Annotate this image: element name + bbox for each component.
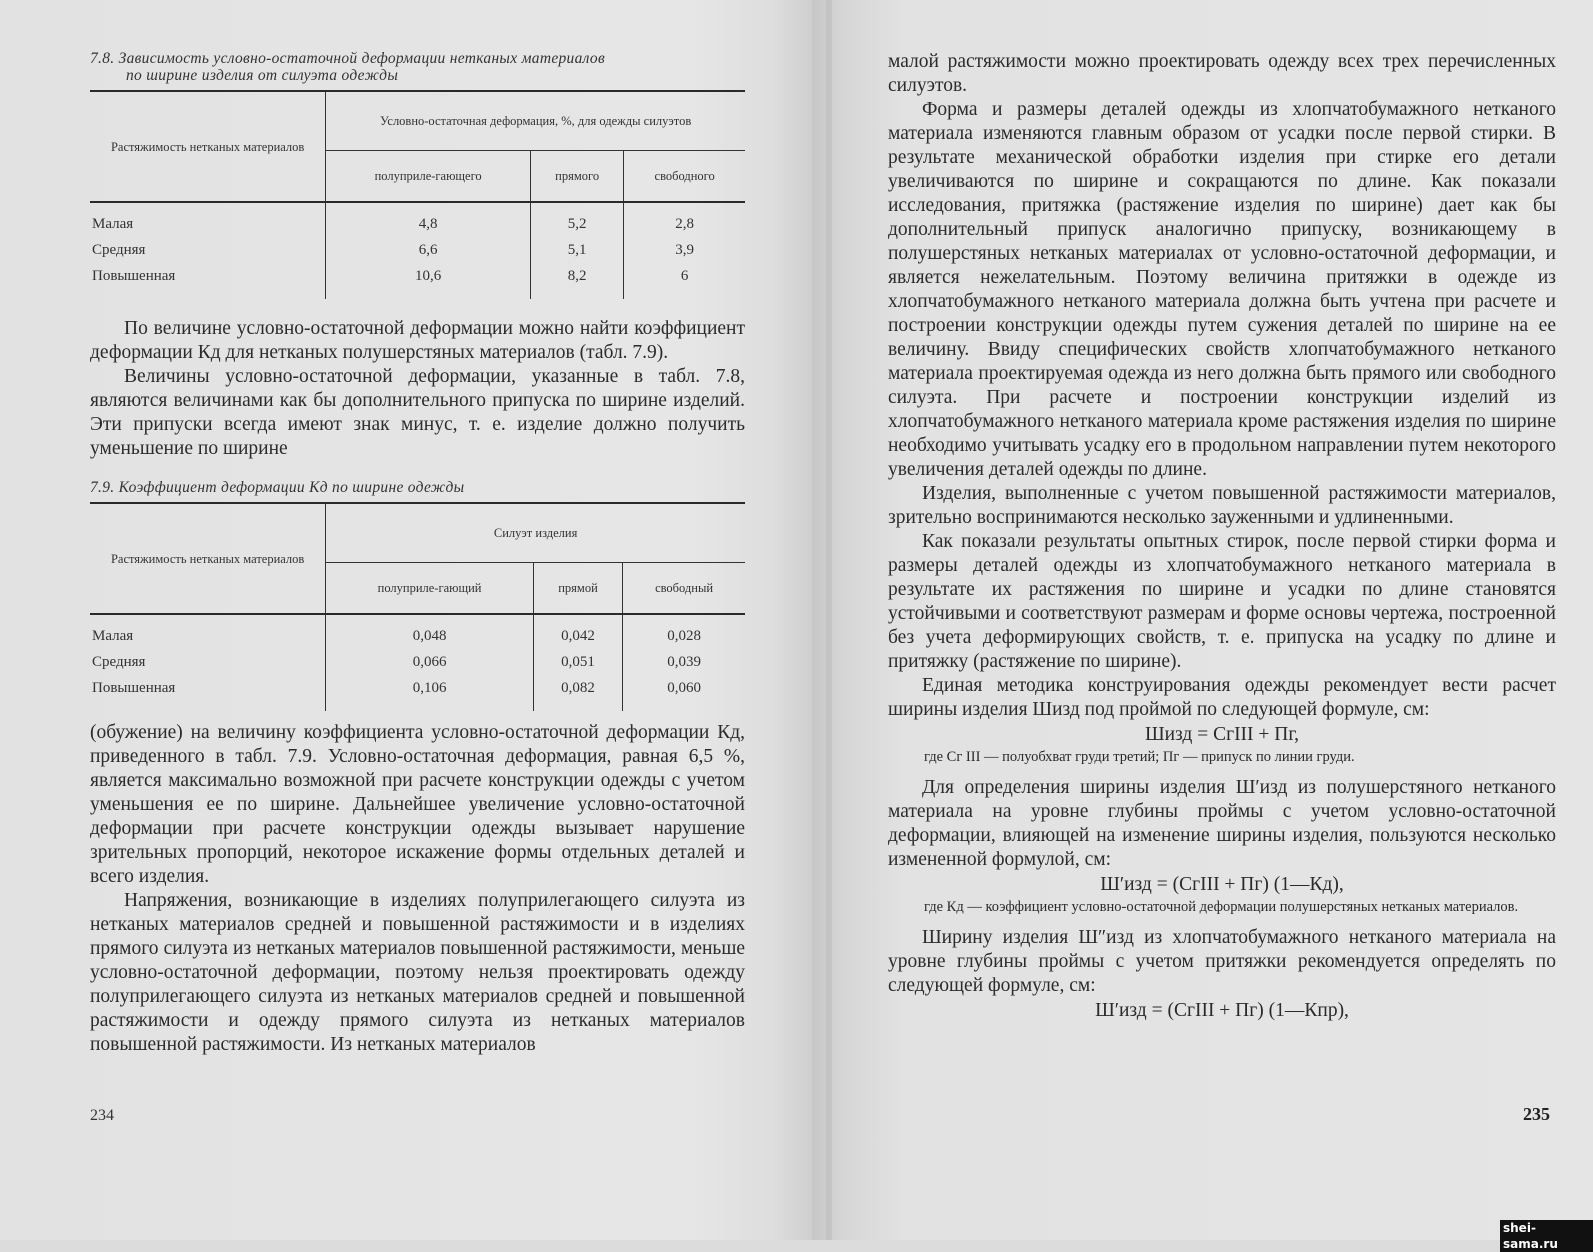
- cell-value: 0,051: [533, 649, 622, 675]
- left-paragraph-1: По величине условно-остаточной деформации можно найти коэффициент деформации Кд для нетканых полушерстяных материалов (табл. 7.9).: [90, 318, 745, 363]
- table-7-8: [90, 90, 745, 299]
- left-page-content: [90, 50, 745, 1057]
- cell-value: 8,2: [530, 263, 623, 299]
- right-paragraph-5: Единая методика конструирования одежды рекомендует вести расчет ширины изделия Шизд под проймой по следующей формуле, см:: [888, 675, 1556, 720]
- left-paragraph-3: (обужение) на величину коэффициента условно-остаточной деформации Кд, приведенного в табл. 7.9. Условно-остаточная деформация, равная 6,5 %, является максимально возможной при расчете конструкции одежды с учетом уменьшения ее по ширине. Дальнейшее увеличение условно-остаточной деформации при расчете конструкции одежды вызывает нарушение зрительных пропорций, некоторое искажение формы отдельных деталей и всего изделия.: [90, 722, 745, 887]
- row-label: Малая: [90, 614, 326, 649]
- table-7-8-caption: [90, 50, 745, 84]
- formula-1: Шизд = СгIII + Пг,: [1144, 724, 1300, 745]
- table-row: [90, 263, 745, 299]
- table-7-9: [90, 502, 745, 711]
- right-page-content: [888, 50, 1556, 1024]
- left-paragraph-2: Величины условно-остаточной деформации, указанные в табл. 7.8, являются величинами как бы дополнительного припуска по ширине изделий. Эти припуски всегда имеют знак минус, т. е. изделие должно получить уменьшение по ширине: [90, 366, 745, 459]
- table-7-8-col-header: свободного: [624, 151, 745, 203]
- table-row: [90, 202, 745, 237]
- table-row: [90, 614, 745, 649]
- table-7-9-group-header: Силуэт изделия: [326, 503, 745, 563]
- right-paragraph-7: Ширину изделия Ш″изд из хлопчатобумажного нетканого материала на уровне глубины проймы с учетом притяжки рекомендуется определять по следующей формуле, см:: [888, 927, 1556, 996]
- formula-2-note: где Кд — коэффициент условно-остаточной деформации полушерстяных нетканых материалов.: [924, 899, 1519, 915]
- right-paragraph-2: Форма и размеры деталей одежды из хлопчатобумажного нетканого материала изменяются главным образом от усадки после первой стирки. В результате механической обработки изделия при стирке его детали увеличиваются по ширине и сокращаются по длине. Как показали исследования, притяжка (растяжение изделия по ширине) дает как бы дополнительный припуск аналогично припуску, возникающему в полушерстяных нетканых материалах от условно-остаточной деформации, и является нежелательным. Поэтому величина притяжки в одежде из хлопчатобумажного нетканого материала должна быть учтена при расчете и построении конструкции одежды путем сужения деталей по ширине на ее величину. Ввиду специфических свойств хлопчатобумажного нетканого материала проектируемая одежда из него должна быть прямого или свободного силуэта. При расчете и построении конструкции изделий из хлопчатобумажного нетканого материала кроме растяжения изделия по ширине необходимо учитывать усадку его в продольном направлении путем некоторого увеличения деталей одежды по длине.: [888, 99, 1556, 480]
- right-paragraph-4: Как показали результаты опытных стирок, после первой стирки форма и размеры деталей одежды из хлопчатобумажного нетканого материала в результате их растяжения по ширине и усадки по длине становятся устойчивыми и соответствуют размерам и форме основы чертежа, построенной без учета деформирующих свойств, т. е. припуска на усадку по длине и притяжку (растяжение по ширине).: [888, 531, 1556, 672]
- formula-3: Ш′изд = (СгIII + Пг) (1—Кпр),: [1095, 1000, 1349, 1021]
- table-7-9-col-header: полуприле-гающий: [326, 563, 534, 615]
- page-number-left: 234: [90, 1107, 114, 1124]
- table-7-8-caption-line2: по ширине изделия от силуэта одежды: [126, 67, 399, 84]
- cell-value: 0,106: [326, 675, 534, 711]
- table-row: [90, 237, 745, 263]
- row-label: Повышенная: [90, 675, 326, 711]
- cell-value: 0,082: [533, 675, 622, 711]
- cell-value: 5,2: [530, 202, 623, 237]
- table-7-9-caption: 7.9. Коэффициент деформации Кд по ширине одежды: [90, 479, 465, 496]
- table-row: [90, 675, 745, 711]
- watermark: shei-sama.ru: [1500, 1220, 1593, 1252]
- cell-value: 5,1: [530, 237, 623, 263]
- row-label: Малая: [90, 202, 326, 237]
- table-7-8-col-header: полуприле-гающего: [326, 151, 531, 203]
- row-label: Повышенная: [90, 263, 326, 299]
- table-7-9-col-header: свободный: [623, 563, 745, 615]
- left-paragraph-4: Напряжения, возникающие в изделиях полуприлегающего силуэта из нетканых материалов средней и повышенной растяжимости и в изделиях прямого силуэта из нетканых материалов повышенной растяжимости, меньше условно-остаточной деформации, поэтому нельзя проектировать одежду полуприлегающего силуэта из нетканых материалов средней и повышенной растяжимости и одежду прямого силуэта из нетканых материалов повышенной растяжимости. Из нетканых материалов: [90, 890, 745, 1055]
- row-label: Средняя: [90, 649, 326, 675]
- formula-2: Ш′изд = (СгIII + Пг) (1—Кд),: [1100, 874, 1344, 895]
- table-7-8-caption-line1: 7.8. Зависимость условно-остаточной деформации нетканых материалов: [90, 50, 605, 67]
- cell-value: 0,048: [326, 614, 534, 649]
- table-7-8-row-header: Растяжимость нетканых материалов: [90, 91, 326, 202]
- cell-value: 6,6: [326, 237, 531, 263]
- table-7-8-group-header: Условно-остаточная деформация, %, для одежды силуэтов: [326, 91, 745, 151]
- table-7-9-row-header: Растяжимость нетканых материалов: [90, 503, 326, 614]
- formula-1-note: где Сг III — полуобхват груди третий; Пг — припуск по линии груди.: [924, 749, 1355, 765]
- cell-value: 6: [680, 268, 689, 284]
- book-spine: [826, 0, 832, 1240]
- right-paragraph-6: Для определения ширины изделия Ш′изд из полушерстяного нетканого материала на уровне глубины проймы с учетом условно-остаточной деформации, влияющей на изменение ширины изделия, пользуются несколько измененной формулой, см:: [888, 777, 1556, 870]
- cell-value: 0,060: [667, 680, 701, 696]
- cell-value: 2,8: [675, 216, 694, 232]
- cell-value: 0,066: [326, 649, 534, 675]
- cell-value: 3,9: [675, 242, 694, 258]
- table-row: [90, 649, 745, 675]
- right-paragraph-1: малой растяжимости можно проектировать одежду всех трех перечисленных силуэтов.: [888, 51, 1556, 96]
- right-paragraph-3: Изделия, выполненные с учетом повышенной растяжимости материалов, зрительно воспринимаются несколько зауженными и удлиненными.: [888, 483, 1556, 528]
- row-label: Средняя: [90, 237, 326, 263]
- cell-value: 4,8: [326, 202, 531, 237]
- cell-value: 0,028: [667, 628, 701, 644]
- cell-value: 0,039: [667, 654, 701, 670]
- table-7-9-col-header: прямой: [533, 563, 622, 615]
- cell-value: 10,6: [326, 263, 531, 299]
- page-number-right: 235: [1523, 1104, 1550, 1124]
- table-7-8-col-header: прямого: [530, 151, 623, 203]
- cell-value: 0,042: [533, 614, 622, 649]
